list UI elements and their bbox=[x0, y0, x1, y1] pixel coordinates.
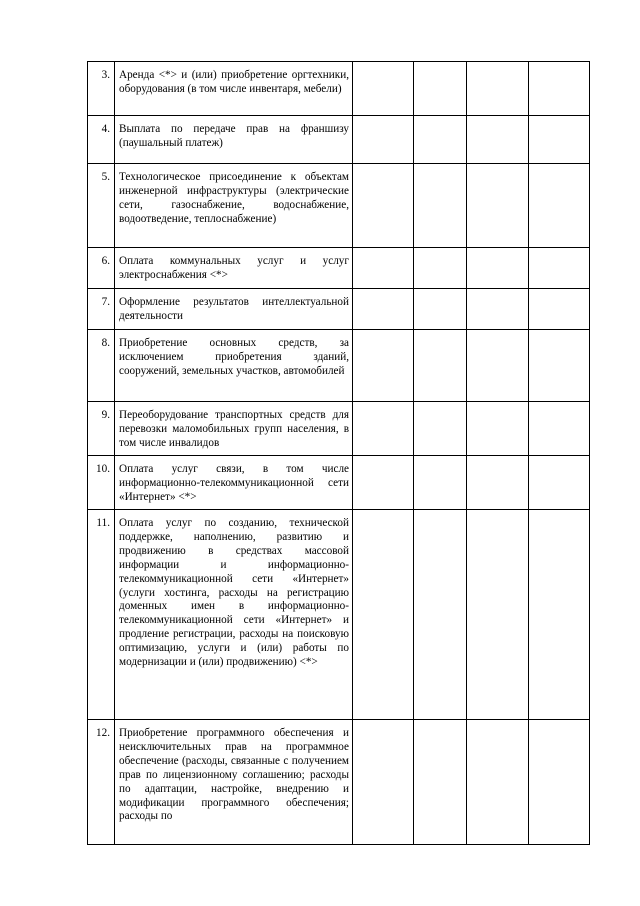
row-number: 3. bbox=[88, 62, 115, 116]
empty-cell bbox=[467, 510, 529, 720]
row-number: 11. bbox=[88, 510, 115, 720]
row-description: Приобретение программного обеспечения и неисключительных прав на программное обеспечение (расходы, связанные с получением прав по лицензионному соглашению; расходы по адаптации, настройке, внедрению и модификации программного обеспечения; расходы по bbox=[115, 720, 353, 845]
row-number: 5. bbox=[88, 164, 115, 248]
empty-cell bbox=[467, 248, 529, 289]
empty-cell bbox=[353, 510, 414, 720]
table-row bbox=[88, 164, 590, 248]
expenses-table bbox=[87, 61, 590, 845]
table-row bbox=[88, 720, 590, 845]
table-row bbox=[88, 248, 590, 289]
empty-cell bbox=[414, 510, 467, 720]
empty-cell bbox=[353, 164, 414, 248]
empty-cell bbox=[529, 164, 590, 248]
empty-cell bbox=[353, 456, 414, 510]
empty-cell bbox=[353, 402, 414, 456]
empty-cell bbox=[529, 289, 590, 330]
empty-cell bbox=[414, 116, 467, 164]
row-number: 7. bbox=[88, 289, 115, 330]
row-description: Оплата услуг связи, в том числе информационно-телекоммуникационной сети «Интернет» <*> bbox=[115, 456, 353, 510]
empty-cell bbox=[353, 116, 414, 164]
row-number: 12. bbox=[88, 720, 115, 845]
empty-cell bbox=[414, 330, 467, 402]
empty-cell bbox=[529, 402, 590, 456]
row-description: Оплата коммунальных услуг и услуг электроснабжения <*> bbox=[115, 248, 353, 289]
row-description: Аренда <*> и (или) приобретение оргтехники, оборудования (в том числе инвентаря, мебели) bbox=[115, 62, 353, 116]
empty-cell bbox=[529, 330, 590, 402]
empty-cell bbox=[353, 330, 414, 402]
empty-cell bbox=[529, 62, 590, 116]
table-row bbox=[88, 330, 590, 402]
table-row bbox=[88, 62, 590, 116]
empty-cell bbox=[467, 330, 529, 402]
empty-cell bbox=[529, 248, 590, 289]
empty-cell bbox=[414, 402, 467, 456]
row-description: Оформление результатов интеллектуальной деятельности bbox=[115, 289, 353, 330]
row-description: Приобретение основных средств, за исключением приобретения зданий, сооружений, земельных участков, автомобилей bbox=[115, 330, 353, 402]
empty-cell bbox=[353, 720, 414, 845]
row-description: Оплата услуг по созданию, технической поддержке, наполнению, развитию и продвижению в средствах массовой информации и информационно-телекоммуникационной сети «Интернет» (услуги хостинга, расходы на регистрацию доменных имен в информационно-телекоммуникационной сети «Интернет» и продление регистрации, расходы на поисковую оптимизацию, услуги и (или) работы по модернизации и (или) продвижению) <*> bbox=[115, 510, 353, 720]
empty-cell bbox=[353, 289, 414, 330]
empty-cell bbox=[467, 164, 529, 248]
empty-cell bbox=[529, 720, 590, 845]
row-number: 6. bbox=[88, 248, 115, 289]
empty-cell bbox=[467, 289, 529, 330]
empty-cell bbox=[353, 62, 414, 116]
table-row bbox=[88, 116, 590, 164]
empty-cell bbox=[414, 62, 467, 116]
row-number: 10. bbox=[88, 456, 115, 510]
table-row bbox=[88, 456, 590, 510]
empty-cell bbox=[414, 164, 467, 248]
empty-cell bbox=[467, 62, 529, 116]
table-row bbox=[88, 510, 590, 720]
empty-cell bbox=[414, 456, 467, 510]
table-row bbox=[88, 289, 590, 330]
empty-cell bbox=[467, 456, 529, 510]
empty-cell bbox=[414, 720, 467, 845]
empty-cell bbox=[467, 116, 529, 164]
empty-cell bbox=[529, 456, 590, 510]
row-description: Технологическое присоединение к объектам инженерной инфраструктуры (электрические сети, газоснабжение, водоснабжение, водоотведение, теплоснабжение) bbox=[115, 164, 353, 248]
empty-cell bbox=[353, 248, 414, 289]
table-row bbox=[88, 402, 590, 456]
empty-cell bbox=[414, 289, 467, 330]
empty-cell bbox=[467, 720, 529, 845]
empty-cell bbox=[414, 248, 467, 289]
table-body bbox=[88, 62, 590, 845]
empty-cell bbox=[467, 402, 529, 456]
empty-cell bbox=[529, 510, 590, 720]
row-number: 9. bbox=[88, 402, 115, 456]
row-number: 8. bbox=[88, 330, 115, 402]
row-number: 4. bbox=[88, 116, 115, 164]
row-description: Выплата по передаче прав на франшизу (паушальный платеж) bbox=[115, 116, 353, 164]
row-description: Переоборудование транспортных средств для перевозки маломобильных групп населения, в том числе инвалидов bbox=[115, 402, 353, 456]
empty-cell bbox=[529, 116, 590, 164]
